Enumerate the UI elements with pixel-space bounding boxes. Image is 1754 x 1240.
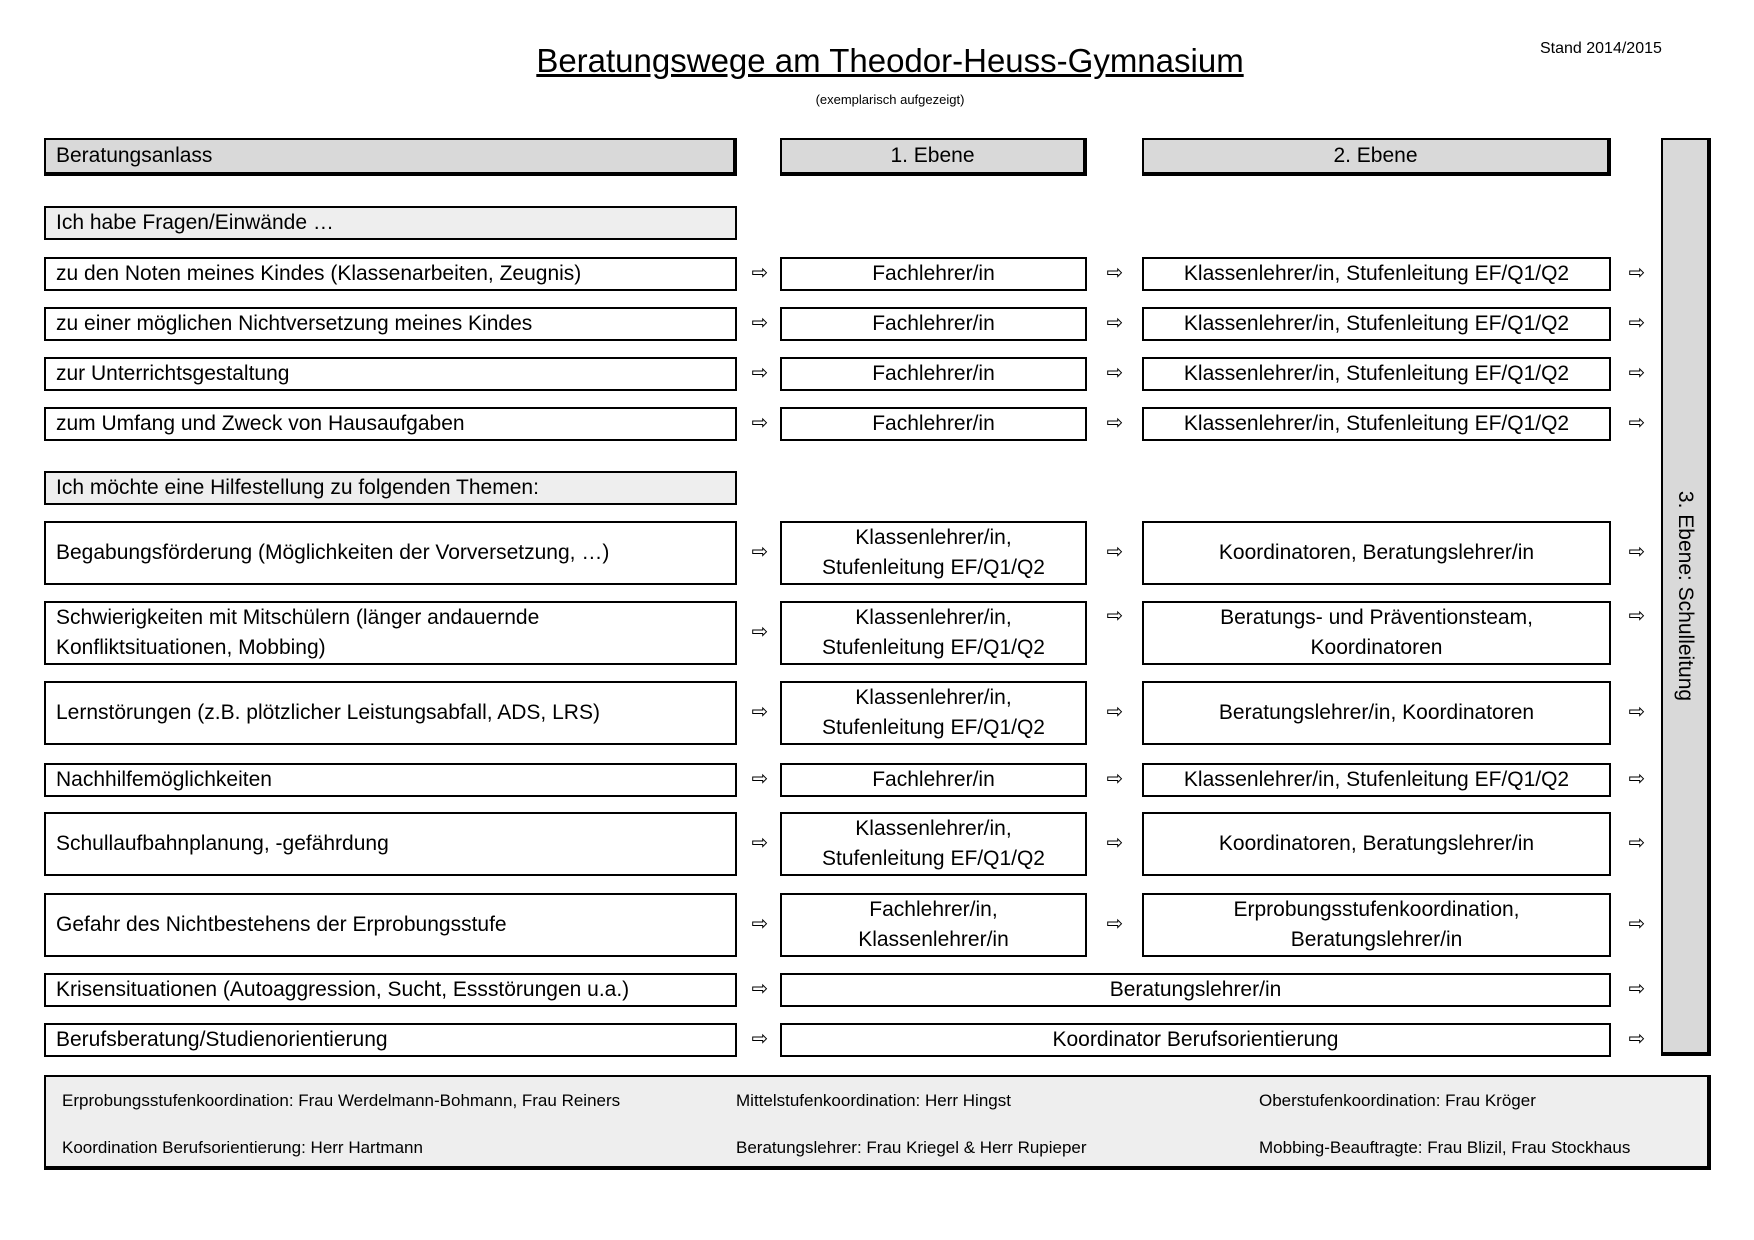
- header-ebene-3-schulleitung: 3. Ebene: Schulleitung: [1661, 138, 1711, 1056]
- arrow-icon: ⇨: [1628, 913, 1646, 935]
- ebene1-cell: Fachlehrer/in: [780, 407, 1087, 441]
- ebene1-cell: Fachlehrer/in: [780, 763, 1087, 797]
- arrow-icon: ⇨: [1628, 1028, 1646, 1050]
- ebene1-cell: Klassenlehrer/in, Stufenleitung EF/Q1/Q2: [780, 681, 1087, 745]
- header-beratungsanlass: Beratungsanlass: [44, 138, 737, 176]
- arrow-icon: ⇨: [1106, 913, 1124, 935]
- ebene2-cell: Koordinatoren, Beratungslehrer/in: [1142, 521, 1611, 585]
- anlass-cell: Krisensituationen (Autoaggression, Sucht, Essstörungen u.a.): [44, 973, 737, 1007]
- anlass-cell: zu den Noten meines Kindes (Klassenarbeiten, Zeugnis): [44, 257, 737, 291]
- footer-berufsorientierung: Koordination Berufsorientierung: Herr Hartmann: [62, 1138, 423, 1157]
- arrow-icon: ⇨: [751, 913, 769, 935]
- ebene1-cell: Klassenlehrer/in, Stufenleitung EF/Q1/Q2: [780, 601, 1087, 665]
- ebene2-cell: Beratungslehrer/in, Koordinatoren: [1142, 681, 1611, 745]
- anlass-cell: Gefahr des Nichtbestehens der Erprobungsstufe: [44, 893, 737, 957]
- anlass-cell: zur Unterrichtsgestaltung: [44, 357, 737, 391]
- footer-contacts: [44, 1075, 1711, 1170]
- page-subtitle: (exemplarisch aufgezeigt): [815, 92, 965, 107]
- arrow-icon: ⇨: [1628, 362, 1646, 384]
- ebene2-cell: Klassenlehrer/in, Stufenleitung EF/Q1/Q2: [1142, 307, 1611, 341]
- anlass-cell: Schwierigkeiten mit Mitschülern (länger andauernde Konfliktsituationen, Mobbing): [44, 601, 737, 665]
- arrow-icon: ⇨: [751, 701, 769, 723]
- anlass-cell: Schullaufbahnplanung, -gefährdung: [44, 812, 737, 876]
- arrow-icon: ⇨: [1106, 701, 1124, 723]
- header-ebene-2: 2. Ebene: [1142, 138, 1611, 176]
- arrow-icon: ⇨: [1106, 768, 1124, 790]
- footer-mittelstufe: Mittelstufenkoordination: Herr Hingst: [736, 1091, 1011, 1110]
- anlass-cell: zum Umfang und Zweck von Hausaufgaben: [44, 407, 737, 441]
- ebene2-cell: Beratungs- und Präventionsteam, Koordinatoren: [1142, 601, 1611, 665]
- arrow-icon: ⇨: [1628, 978, 1646, 1000]
- arrow-icon: ⇨: [1628, 312, 1646, 334]
- arrow-icon: ⇨: [1628, 605, 1646, 627]
- arrow-icon: ⇨: [1106, 312, 1124, 334]
- arrow-icon: ⇨: [1628, 541, 1646, 563]
- anlass-cell: Berufsberatung/Studienorientierung: [44, 1023, 737, 1057]
- ebene1-cell: Klassenlehrer/in, Stufenleitung EF/Q1/Q2: [780, 521, 1087, 585]
- anlass-cell: Lernstörungen (z.B. plötzlicher Leistungsabfall, ADS, LRS): [44, 681, 737, 745]
- footer-mobbing: Mobbing-Beauftragte: Frau Blizil, Frau Stockhaus: [1259, 1138, 1631, 1157]
- arrow-icon: ⇨: [1628, 262, 1646, 284]
- arrow-icon: ⇨: [751, 978, 769, 1000]
- ebene2-cell: Klassenlehrer/in, Stufenleitung EF/Q1/Q2: [1142, 763, 1611, 797]
- footer-erprobungsstufe: Erprobungsstufenkoordination: Frau Werdelmann-Bohmann, Frau Reiners: [62, 1091, 621, 1110]
- anlass-cell: Nachhilfemöglichkeiten: [44, 763, 737, 797]
- arrow-icon: ⇨: [1628, 701, 1646, 723]
- arrow-icon: ⇨: [1106, 362, 1124, 384]
- ebene1-cell: Fachlehrer/in: [780, 357, 1087, 391]
- arrow-icon: ⇨: [751, 768, 769, 790]
- arrow-icon: ⇨: [1106, 262, 1124, 284]
- arrow-icon: ⇨: [751, 312, 769, 334]
- arrow-icon: ⇨: [751, 362, 769, 384]
- arrow-icon: ⇨: [1628, 768, 1646, 790]
- ebene1-cell: Klassenlehrer/in, Stufenleitung EF/Q1/Q2: [780, 812, 1087, 876]
- ebene2-cell: Erprobungsstufenkoordination, Beratungslehrer/in: [1142, 893, 1611, 957]
- ebene2-cell: Klassenlehrer/in, Stufenleitung EF/Q1/Q2: [1142, 357, 1611, 391]
- ebene1-cell: Fachlehrer/in: [780, 307, 1087, 341]
- arrow-icon: ⇨: [751, 621, 769, 643]
- anlass-cell: Begabungsförderung (Möglichkeiten der Vorversetzung, …): [44, 521, 737, 585]
- footer-oberstufe: Oberstufenkoordination: Frau Kröger: [1259, 1091, 1536, 1110]
- ebene1-cell: Fachlehrer/in: [780, 257, 1087, 291]
- arrow-icon: ⇨: [751, 412, 769, 434]
- arrow-icon: ⇨: [751, 262, 769, 284]
- arrow-icon: ⇨: [751, 1028, 769, 1050]
- page-title: Beratungswege am Theodor-Heuss-Gymnasium: [536, 42, 1244, 79]
- ebene12-cell: Koordinator Berufsorientierung: [780, 1023, 1611, 1057]
- ebene1-cell: Fachlehrer/in, Klassenlehrer/in: [780, 893, 1087, 957]
- ebene12-cell: Beratungslehrer/in: [780, 973, 1611, 1007]
- ebene2-cell: Koordinatoren, Beratungslehrer/in: [1142, 812, 1611, 876]
- arrow-icon: ⇨: [1106, 541, 1124, 563]
- arrow-icon: ⇨: [751, 541, 769, 563]
- header-ebene-1: 1. Ebene: [780, 138, 1087, 176]
- ebene2-cell: Klassenlehrer/in, Stufenleitung EF/Q1/Q2: [1142, 407, 1611, 441]
- arrow-icon: ⇨: [1106, 605, 1124, 627]
- arrow-icon: ⇨: [1628, 412, 1646, 434]
- group-hilfestellung: Ich möchte eine Hilfestellung zu folgenden Themen:: [44, 471, 737, 505]
- anlass-cell: zu einer möglichen Nichtversetzung meines Kindes: [44, 307, 737, 341]
- group-fragen: Ich habe Fragen/Einwände …: [44, 206, 737, 240]
- ebene2-cell: Klassenlehrer/in, Stufenleitung EF/Q1/Q2: [1142, 257, 1611, 291]
- arrow-icon: ⇨: [1106, 832, 1124, 854]
- arrow-icon: ⇨: [751, 832, 769, 854]
- arrow-icon: ⇨: [1628, 832, 1646, 854]
- stand-label: Stand 2014/2015: [1540, 40, 1662, 57]
- footer-beratungslehrer: Beratungslehrer: Frau Kriegel & Herr Rupieper: [736, 1138, 1087, 1157]
- arrow-icon: ⇨: [1106, 412, 1124, 434]
